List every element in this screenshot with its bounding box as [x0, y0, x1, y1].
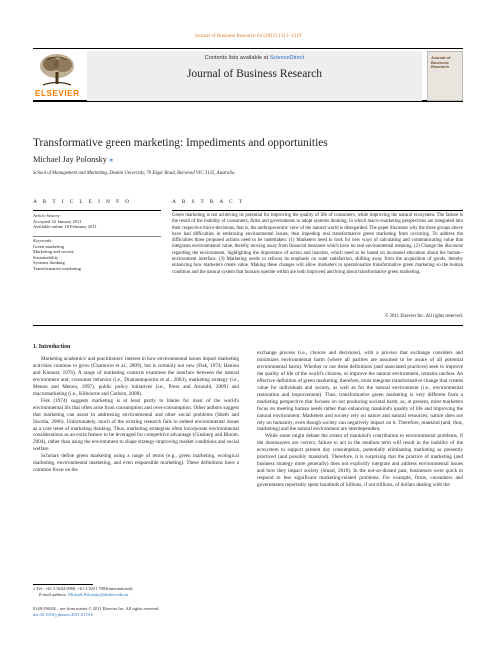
- journal-title: Journal of Business Research: [186, 68, 323, 80]
- journal-banner: [33, 48, 463, 102]
- journal-masthead: [87, 51, 422, 101]
- body-paragraph: Scholars define green marketing using a range of terms (e.g., green marketing, ecological marketing, environmental marketing, and even responsible marketing). These definitions have a common focus on the: [33, 453, 239, 474]
- email-label: E-mail address:: [39, 592, 69, 597]
- keyword: Marketing and society: [33, 249, 75, 255]
- abstract-bottom-rule: [33, 325, 463, 326]
- corresponding-author-mark[interactable]: ⁎: [109, 155, 114, 164]
- footnote-tel: Tel.: +61 3 9244 6968, +61 3 9251 7083(international).: [36, 586, 134, 591]
- issn-line: 0148-2963/$ – see front matter © 2011 Elsevier Inc. All rights reserved.: [33, 606, 160, 611]
- author-email-link[interactable]: Michael.Polonsky@deakin.edu.au.: [68, 592, 130, 597]
- history-label: Article history:: [33, 213, 61, 218]
- body-paragraph: While some might debate the extent of mankind's contribution to environmental problems, if the doomsayers are correct, failure to act in the medium term will result in the inability of the ecosystem to support present day consumption, potentially eliminating marketing as presently practiced (and possibly mankind). Therefore, it is surprising that the practice of marketing (and business strategy more generally) does not explicitly integrate and address environmental issues and how they impact society (Smart, 2010). In the not-so-distant past, businesses were quick to respond to less significant marketing-related problems. For example, firms, consumers and governments reportedly spent hundreds of billions, if not trillions, of dollars dealing with the: [257, 433, 463, 489]
- elsevier-tree-icon: [37, 52, 77, 88]
- contents-line: [87, 55, 422, 61]
- body-paragraph: Marketing academics' and practitioners' interest in how environmental issues impact marketing activities continue to grow (Chamorro et al., 2009), but is certainly not new (Fisk, 1974; Henion and Kinnear, 1976). A range of marketing contexts examines the interface between the natural environment and; consumer behavior (i.e., Diamantopoulos et al., 2003), marketing strategy (i.e., Menon and Menon, 1997), public policy initiatives (i.e., Press and Arnould, 2009) and macromarketing (i.e., Kilbourne and Carlson, 2008).: [33, 356, 239, 397]
- journal-cover-thumbnail: [427, 51, 463, 101]
- body-paragraph: exchange process (i.e., choices and decisions), with a proviso that exchange considers and minimizes environmental harm (where all parities are assumed to be aware of all potential environmental harm). Whether or not these definitions (and associated practices) seek to improve the quality of life of the world's citizens, or improve the natural environment, remains unclear. An effective definition of green marketing, therefore, must integrate transformative change that creates value for individuals and society, as well as for the natural environment (i.e., environmental restoration and improvement). Thus, transformative green marketing is very different from a marketing perspective that focuses on not producing societal harm, as, at present, most marketers focus on meeting human needs rather than enhancing mankind's quality of life and improving the natural environment. Marketers and society rely on nature and natural resources; nature does not rely on humanity, even though society can negatively impact on it. Therefore, mankind (and, thus, marketing) and the natural environment are interdependent.: [257, 350, 464, 433]
- author-footnote: [33, 586, 239, 598]
- sciencedirect-link[interactable]: ScienceDirect: [269, 55, 305, 61]
- keywords-block: [33, 238, 161, 272]
- publication-info: [33, 606, 239, 618]
- keyword: Green marketing: [33, 243, 64, 249]
- keyword: Sustainability: [33, 254, 59, 260]
- article-title: Transformative green marketing: Impediments and opportunities: [33, 137, 328, 149]
- body-left-column: [33, 356, 239, 474]
- footnote-mark: ⁎: [33, 586, 36, 591]
- elsevier-logo: [33, 50, 83, 102]
- keywords-label: Keywords:: [33, 238, 53, 243]
- doi-link[interactable]: doi:10.1016/j.jbusres.2011.01.016: [33, 612, 93, 617]
- keyword: Transformative marketing: [33, 265, 81, 271]
- article-info-heading: A R T I C L E I N F O: [33, 199, 132, 205]
- available-date: Available online 18 February 2011: [33, 224, 97, 230]
- body-right-column: [257, 350, 463, 489]
- accepted-date: Accepted 22 January 2011: [33, 218, 82, 224]
- keyword: Systems thinking: [33, 260, 65, 266]
- article-info-rule: [33, 210, 161, 211]
- journal-citation: Journal of Business Research 64 (2011) 1311–1319: [194, 33, 302, 39]
- abstract-text: Green marketing is not achieving its potential for improving the quality of life of consumers, while improving the natural ecosystem. The failure is the result of the inability of consumers, firms and governments to adopt systems thinking, in which macro-marketing perspectives are integrated into their respective micro-decisions, that is, the anthropocentric view of the natural world is disregarded. The paper discusses why the three groups above have had difficulties in embracing environmental issues, thus impeding real transformative green marketing from occurring. To address the difficulties three proposed actions need to be undertaken: (1) Marketers need to look for new ways of calculating and communicating value that integrates environmental value, thereby moving away from financial measures which have no real environmental meaning. (2) Change the discourse regarding the environment, highlighting the importance of action and inaction, which need to be based on increased education about the human–environment interface. (3) Marketing needs to refocus its emphasis on want satisfaction, shifting away from the acquisition of goods, thereby enhancing how marketers create value. Making these changes will allow marketers to operationalize transformative green marketing so the human condition and the natural system that humans operate within are both improved and bring about transformative green marketing.: [172, 213, 463, 275]
- abstract-heading: A B S T R A C T: [172, 199, 245, 205]
- abstract-copyright: © 2011 Elsevier Inc. All rights reserved.: [384, 314, 463, 319]
- author-affiliation: School of Management and Marketing, Deakin University, 70 Elgar Road, Burwood VIC 3125, Australia: [33, 171, 235, 176]
- abstract-rule: [172, 210, 463, 211]
- author-name: Michael Jay Polonsky: [33, 155, 107, 164]
- footnote-email-line: [33, 592, 239, 598]
- article-history: [33, 213, 161, 230]
- elsevier-wordmark: ELSEVIER: [35, 89, 80, 98]
- contents-prefix: Contents lists available at: [204, 55, 270, 61]
- author-line: [33, 155, 113, 164]
- cover-title: Journal of Business Research: [431, 55, 451, 70]
- body-paragraph: Fisk (1974) suggests marketing is at least partly to blame for most of the world's environmental ills that often arise from consumption and over-consumption. Other authors suggest that marketing can assist in addressing environmental and other social problems (Sheth and Sisodia, 2006). Unfortunately, much of the existing research fails to embed environmental issues as a core tenet of marketing thinking. Thus, marketing strategists often incorporate environmental considerations as an extra feature to be leveraged for competitive advantage (Ginsberg and Bloom, 2004), rather than using the environment to shape strategy-improving market conditions and social welfare.: [33, 397, 239, 453]
- section-heading-introduction: 1. Introduction: [33, 344, 71, 350]
